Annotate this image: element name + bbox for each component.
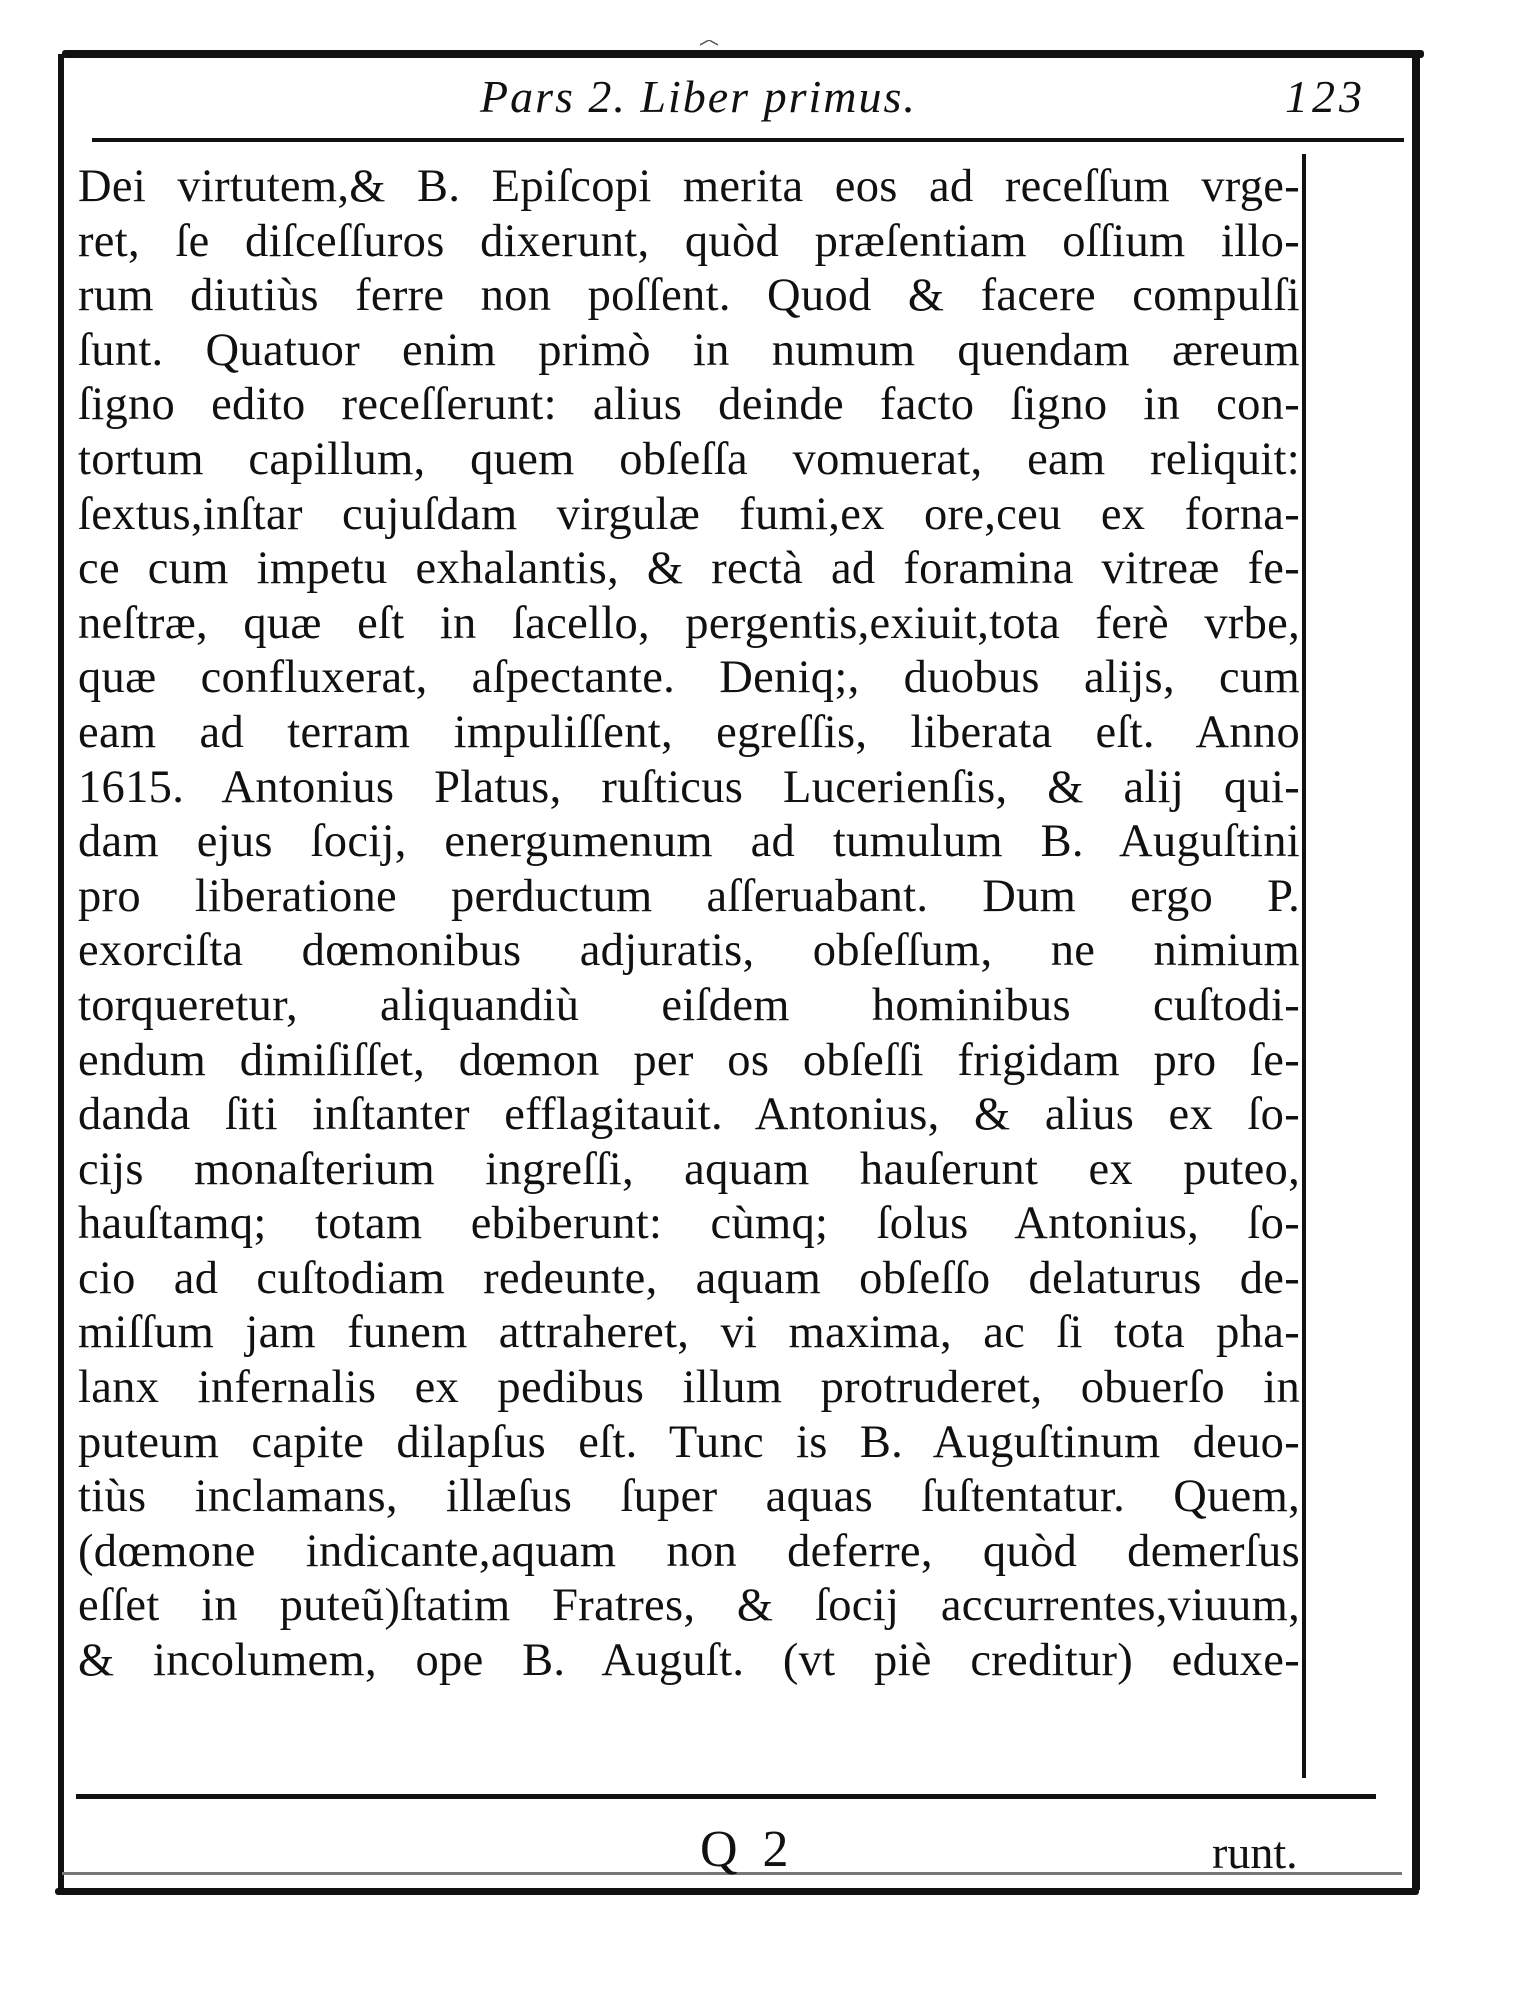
frame-top-rule	[62, 50, 1424, 58]
text-line: lanx infernalis ex pedibus illum protruderet, obuerſo in	[78, 1362, 1300, 1414]
text-line: ſigno edito receſſerunt: alius deinde facto ſigno in con-	[78, 379, 1300, 431]
text-line: neſtræ, quæ eſt in ſacello, pergentis,exiuit,tota ferè vrbe,	[78, 597, 1300, 649]
text-line: endum dimiſiſſet, dœmon per os obſeſſi frigidam pro ſe-	[78, 1034, 1300, 1086]
frame-left-rule	[58, 54, 64, 1890]
text-block-bottom-rule	[76, 1794, 1376, 1799]
text-line: tiùs inclamans, illæſus ſuper aquas ſuſtentatur. Quem,	[78, 1471, 1300, 1523]
text-line: ſextus,inſtar cujuſdam virgulæ fumi,ex ore,ceu ex forna-	[78, 488, 1300, 540]
text-line: puteum capite dilapſus eſt. Tunc is B. Auguſtinum deuo-	[78, 1416, 1300, 1468]
text-line: cio ad cuſtodiam redeunte, aquam obſeſſo delaturus de-	[78, 1252, 1300, 1304]
signature-mark: Q 2	[700, 1821, 795, 1878]
body-text	[78, 160, 1300, 1689]
text-line: (dœmone indicante,aquam non deferre, quòd demerſus	[78, 1525, 1300, 1577]
text-line: cijs monaſterium ingreſſi, aquam hauſerunt ex puteo,	[78, 1143, 1300, 1195]
text-line: exorciſta dœmonibus adjuratis, obſeſſum, ne nimium	[78, 925, 1300, 977]
text-line: eſſet in puteũ)ſtatim Fratres, & ſocij accurrentes,viuum,	[78, 1580, 1300, 1632]
text-line: ce cum impetu exhalantis, & rectà ad foramina vitreæ fe-	[78, 543, 1300, 595]
text-line: tortum capillum, quem obſeſſa vomuerat, eam reliquit:	[78, 433, 1300, 485]
text-line: Dei virtutem,& B. Epiſcopi merita eos ad receſſum vrge-	[78, 161, 1300, 212]
text-block-right-rule	[1302, 154, 1306, 1778]
text-line: pro liberatione perductum aſſeruabant. Dum ergo P.	[78, 870, 1300, 922]
tear-mark-icon	[700, 40, 718, 46]
text-line: 1615. Antonius Platus, ruſticus Lucerienſis, & alij qui-	[78, 761, 1300, 813]
header-rule	[92, 138, 1404, 142]
frame-right-rule	[1412, 52, 1420, 1890]
running-head: Pars 2. Liber primus.	[480, 71, 917, 122]
text-line: rum diutiùs ferre non poſſent. Quod & facere compulſi	[78, 270, 1300, 322]
text-line: & incolumem, ope B. Auguſt. (vt piè creditur) eduxe-	[78, 1635, 1300, 1687]
frame-bottom-rule	[55, 1888, 1419, 1895]
text-line: hauſtamq; totam ebiberunt: cùmq; ſolus Antonius, ſo-	[78, 1198, 1300, 1250]
text-line: dam ejus ſocij, energumenum ad tumulum B. Auguſtini	[78, 816, 1300, 868]
catchword: runt.	[1212, 1827, 1298, 1878]
text-line: ſunt. Quatuor enim primò in numum quendam æreum	[78, 324, 1300, 376]
text-line: ret, ſe diſceſſuros dixerunt, quòd præſentiam oſſium illo-	[78, 215, 1300, 267]
text-line: eam ad terram impuliſſent, egreſſis, liberata eſt. Anno	[78, 706, 1300, 758]
text-line: quæ confluxerat, aſpectante. Deniq;, duobus alijs, cum	[78, 652, 1300, 704]
text-line: miſſum jam funem attraheret, vi maxima, ac ſi tota pha-	[78, 1307, 1300, 1359]
page-number: 123	[1285, 71, 1366, 122]
text-line: torqueretur, aliquandiù eiſdem hominibus cuſtodi-	[78, 979, 1300, 1031]
text-line: danda ſiti inſtanter efflagitauit. Antonius, & alius ex ſo-	[78, 1089, 1300, 1141]
